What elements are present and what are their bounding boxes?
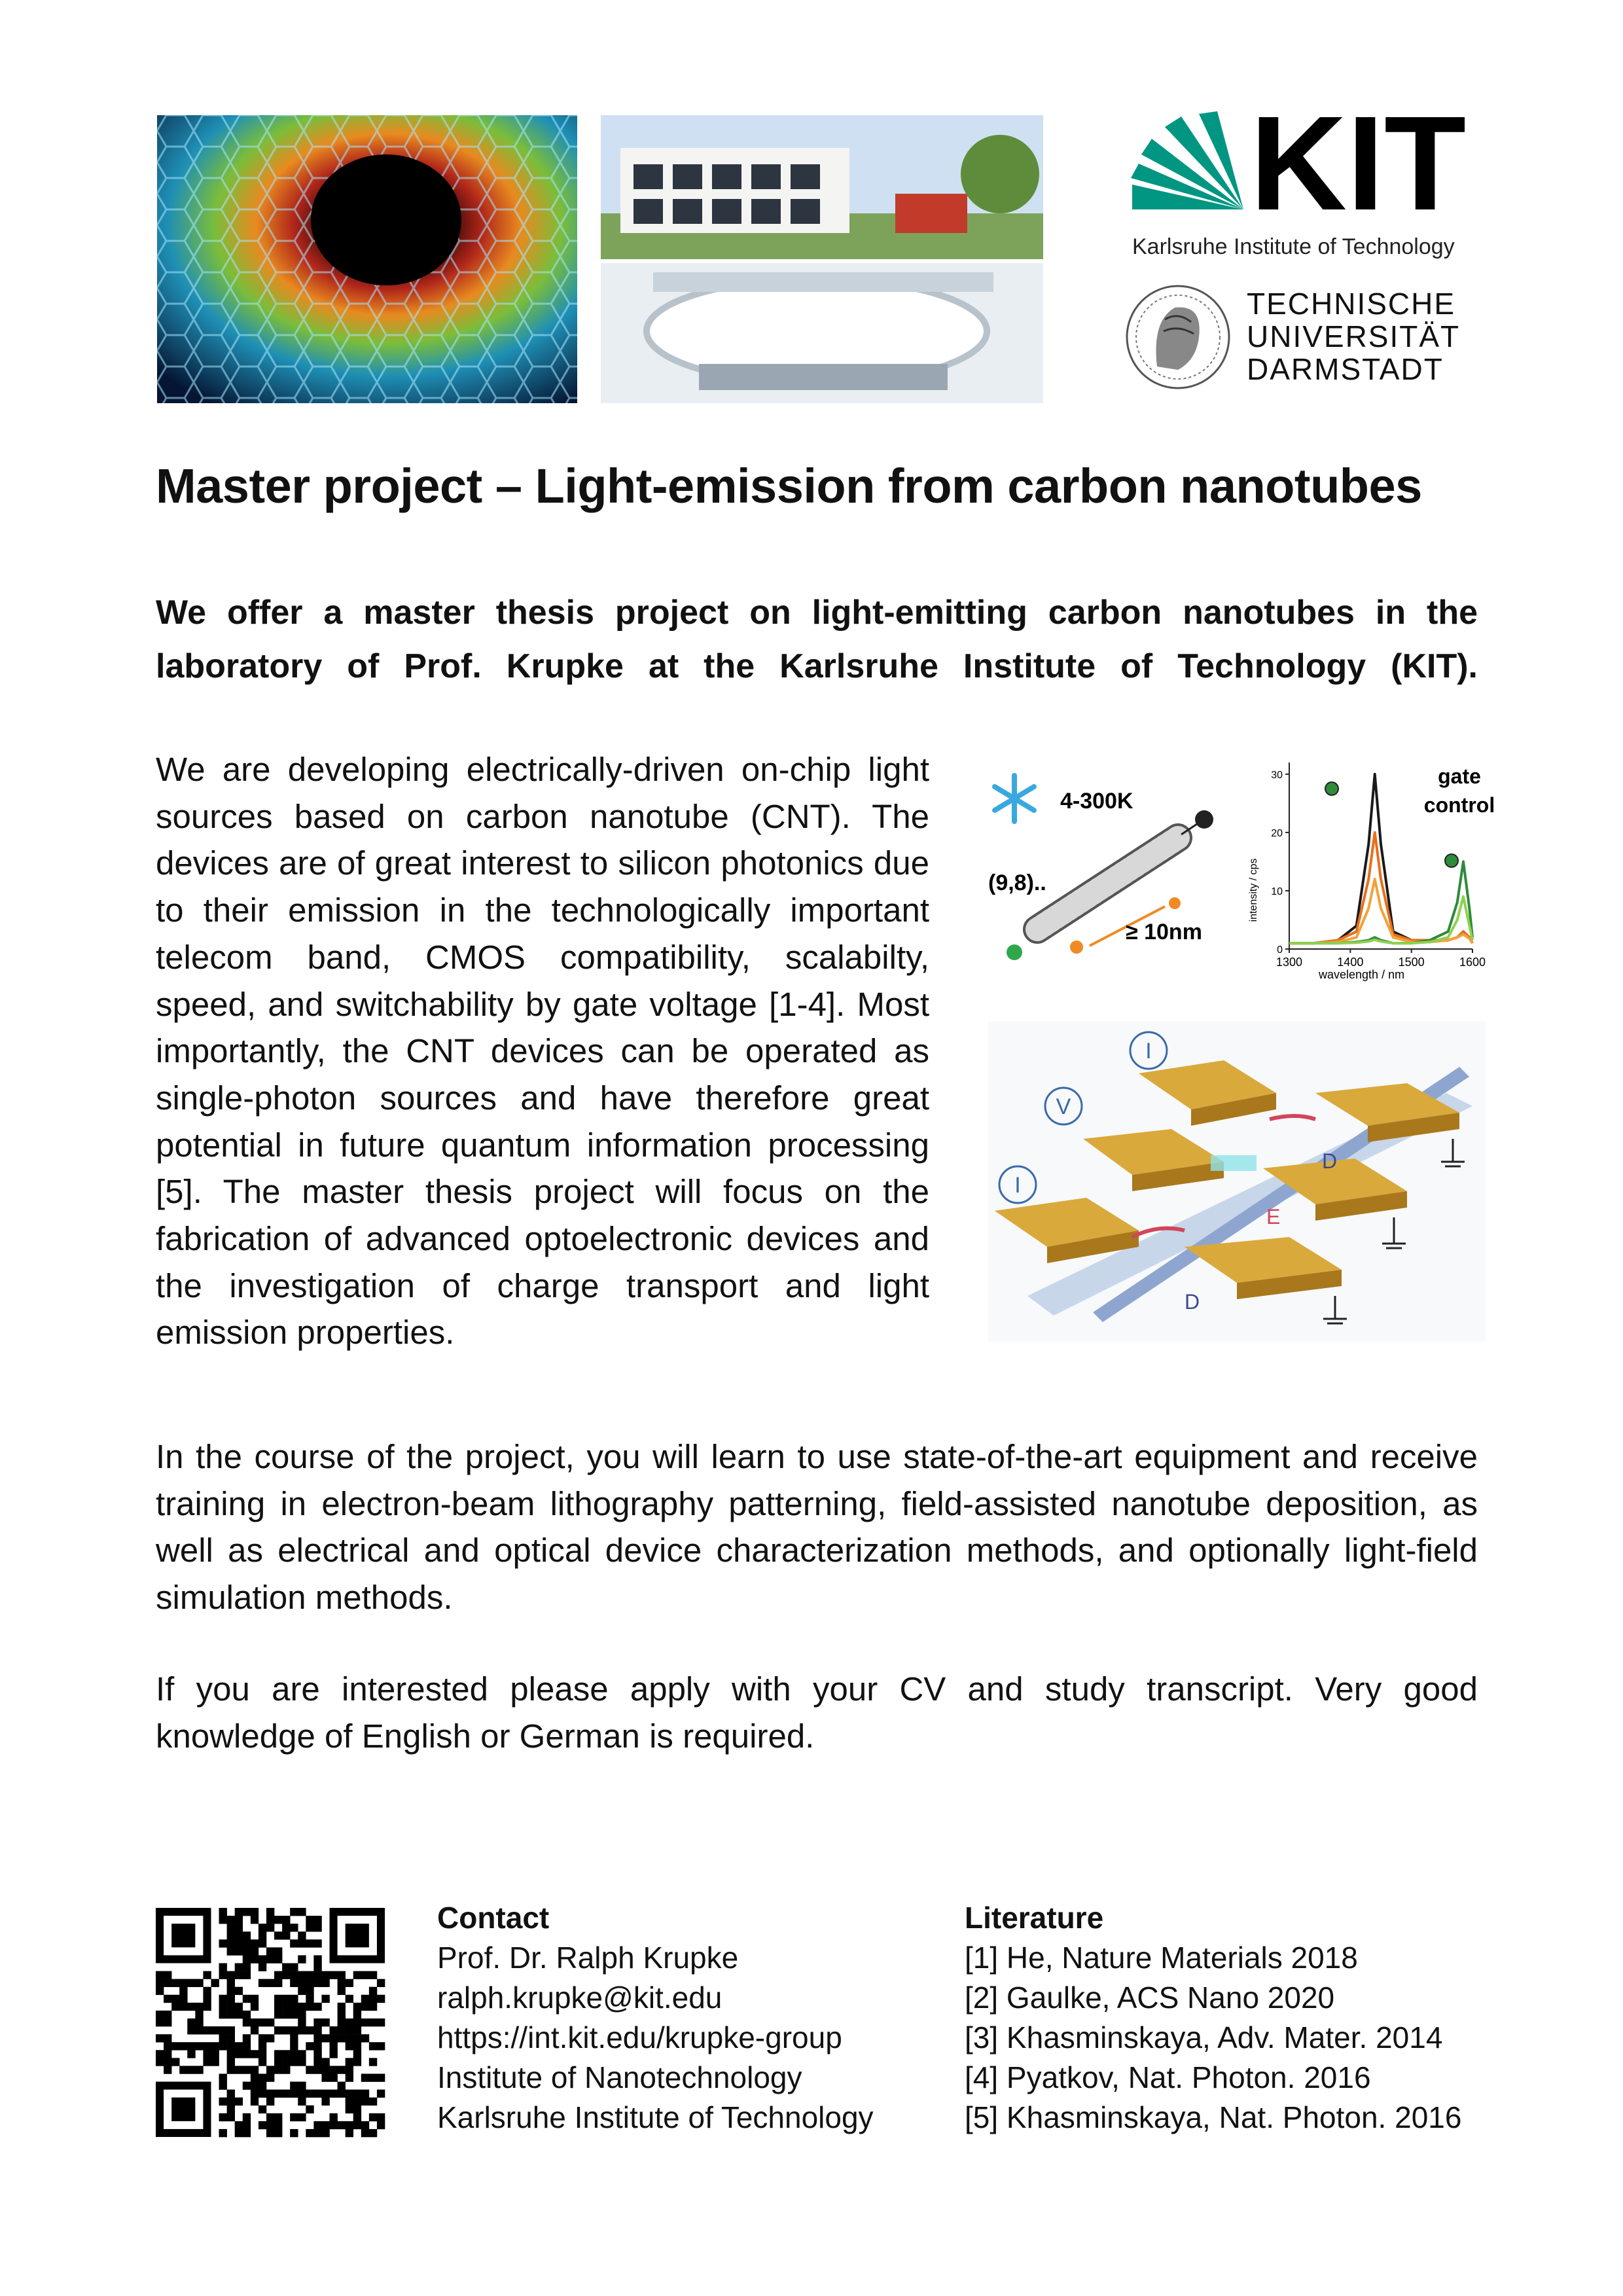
snowflake-icon [995,776,1034,821]
spectrum-ylabel: intensity / cps [1248,858,1259,922]
contact-institute: Institute of Nanotechnology [437,2060,802,2094]
temperature-label: 4-300K [1060,789,1133,814]
page-title: Master project – Light-emission from carbon nanotubes [156,459,1422,513]
spectrum-xtick-label: 1500 [1398,956,1425,969]
qr-code[interactable] [156,1908,385,2137]
contact-url[interactable]: https://int.kit.edu/krupke-group [437,2020,842,2054]
lead-line-2: laboratory of Prof. Krupke at the Karlsruhe Institute of Technology (KIT). [156,647,1478,685]
device-label-d2: D [1185,1290,1200,1314]
device-label-v: V [1056,1094,1071,1119]
literature-ref: [5] Khasminskaya, Nat. Photon. 2016 [965,2100,1462,2134]
device-label-e: E [1266,1205,1281,1229]
tud-logo-line3: DARMSTADT [1247,352,1444,386]
spectrum-ytick-label: 30 [1271,769,1283,781]
spectrum-ytick-label: 0 [1277,944,1283,956]
contact-email[interactable]: ralph.krupke@kit.edu [437,1981,722,2015]
chirality-label: (9,8).. [988,870,1046,895]
device-label-i1: I [1145,1039,1152,1064]
gate-label-1: gate [1438,764,1481,788]
logos [1126,88,1467,412]
gate-marker-icon [1445,854,1458,867]
literature-heading: Literature [965,1901,1104,1935]
body-paragraph-3: If you are interested please apply with your CV and study transcript. Very good knowledge of English or German is required. [156,1670,1478,1755]
spectrum-xlabel: wavelength / nm [1319,968,1405,981]
kit-logo-text: KIT [1250,88,1467,238]
contact-name: Prof. Dr. Ralph Krupke [437,1941,739,1975]
tud-seal [1127,286,1229,388]
kit-logo-subtitle: Karlsruhe Institute of Technology [1132,234,1455,259]
spectrum-xtick-label: 1600 [1459,956,1486,969]
figure-device-schematic [988,1021,1486,1342]
body-paragraph-1: We are developing electrically-driven on-chip light sources based on carbon nanotube (CNT). The devices are of great interest to silicon photonics due to their emission in the technologically important telecom band, CMOS compatibility, scalabilty, speed, and switchability by gate voltage [1-4]. Most importantly, the CNT devices can be operated as single-photon sources and have therefore great potential in future quantum information processing [5]. The master thesis project will focus on the fabrication of advanced optoelectronic devices and the investigation of charge transport and light emission properties. [156,751,929,1352]
gate-label-2: control [1423,793,1495,817]
spectrum-axes [1289,762,1472,949]
contact-university: Karlsruhe Institute of Technology [437,2100,874,2134]
hole-icon [1195,810,1213,829]
literature-ref: [2] Gaulke, ACS Nano 2020 [965,1981,1335,2015]
literature-ref: [4] Pyatkov, Nat. Photon. 2016 [965,2060,1371,2094]
literature-ref: [1] He, Nature Materials 2018 [965,1941,1358,1975]
contact-heading: Contact [437,1901,550,1935]
nanotube-icon [1037,838,1178,929]
spectrum-xtick-label: 1300 [1275,956,1303,969]
device-label-i2: I [1014,1173,1021,1198]
figure-cnt-schematic [975,749,1495,982]
electron-icon [1007,944,1022,960]
spectrum-ytick-label: 10 [1271,886,1283,897]
length-label: ≥ 10nm [1126,920,1202,944]
building-photo [601,115,1043,403]
spectrum-xtick-label: 1400 [1337,956,1364,969]
contact-dot-icon [1070,941,1083,954]
device-label-d1: D [1322,1149,1338,1173]
lead-line-1: We offer a master thesis project on light-emitting carbon nanotubes in the [156,594,1478,632]
gate-marker-icon [1325,782,1338,795]
tud-logo-line2: UNIVERSITÄT [1247,319,1461,353]
spectrum-ytick-label: 20 [1271,827,1283,839]
body-paragraph-2: In the course of the project, you will learn to use state-of-the-art equipment and receive training in electron-beam lithography patterning, field-assisted nanotube deposition, as well as electrical and optical device characterization methods, and optionally light-field simulation methods. [156,1438,1478,1616]
contact-block [437,1898,935,2138]
literature-block [965,1898,1488,2138]
nanotube-photo [157,115,577,403]
kit-logo [1126,88,1467,412]
literature-ref: [3] Khasminskaya, Adv. Mater. 2014 [965,2020,1443,2054]
tud-logo-line1: TECHNISCHE [1247,287,1456,321]
